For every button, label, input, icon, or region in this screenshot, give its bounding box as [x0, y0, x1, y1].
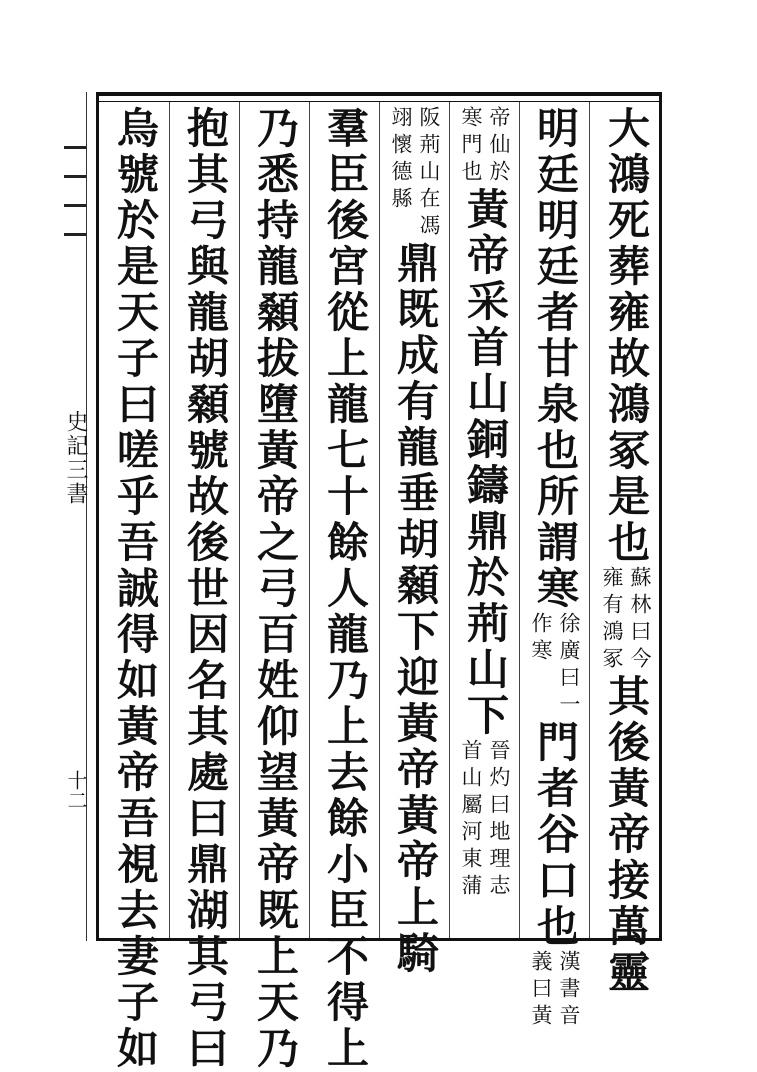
text-column [107, 106, 163, 1072]
commentary-line: 徐廣曰一 [557, 612, 581, 720]
margin-title: 史記三書 [63, 410, 88, 506]
commentary-note [458, 739, 512, 901]
text-column [598, 106, 654, 996]
text-column [247, 106, 303, 1072]
margin-page-number: 十二 [64, 770, 88, 810]
frame-top-rule [96, 92, 662, 102]
commentary-line: 首山屬河東蒲 [459, 739, 483, 901]
margin-mark [64, 204, 86, 207]
column-rule [309, 102, 310, 938]
commentary-line: 蘇林曰今 [628, 566, 652, 674]
main-text: 乃悉持龍顙拔墮黃帝之弓百姓仰望黃帝既上天乃 [251, 106, 300, 1072]
main-text: 鼎既成有龍垂胡顙下迎黃帝黃帝上騎 [391, 241, 440, 977]
main-text: 其後黃帝接萬靈 [602, 674, 651, 996]
margin-mark [64, 146, 86, 149]
text-column [177, 106, 233, 1072]
commentary-line: 帝仙於 [487, 106, 511, 187]
text-column [527, 106, 583, 1031]
column-rule [169, 102, 170, 938]
text-column [387, 106, 443, 977]
main-text: 烏號於是天子曰嗟乎吾誠得如黃帝吾視去妻子如 [111, 106, 160, 1072]
margin-mark [64, 175, 86, 178]
commentary-line: 寒門也 [459, 106, 483, 187]
commentary-line: 作寒 [529, 612, 553, 666]
commentary-note [458, 106, 512, 187]
margin-mark [64, 233, 86, 236]
text-column [457, 106, 513, 901]
main-text: 抱其弓與龍胡顙號故後世因名其處曰鼎湖其弓曰 [181, 106, 230, 1072]
commentary-line: 阪荊山在馮 [417, 106, 441, 241]
commentary-note [599, 566, 653, 674]
commentary-line: 義曰黃 [529, 950, 553, 1031]
commentary-line: 漢書音 [557, 950, 581, 1031]
commentary-line: 雍有鴻冢 [600, 566, 624, 674]
text-column [317, 106, 373, 1072]
column-rule [519, 102, 520, 938]
commentary-note [528, 950, 582, 1031]
fish-tail-marks [64, 120, 86, 262]
column-rule [589, 102, 590, 938]
fold-line [86, 92, 87, 941]
column-rule [379, 102, 380, 938]
column-rule [239, 102, 240, 938]
main-text: 羣臣後宮從上龍七十餘人龍乃上去餘小臣不得上 [321, 106, 370, 1072]
main-text: 大鴻死葬雍故鴻冢是也 [602, 106, 651, 566]
column-rule [449, 102, 450, 938]
main-text: 黃帝采首山銅鑄鼎於荊山下 [461, 187, 510, 739]
commentary-line: 翊懷德縣 [389, 106, 413, 214]
frame-right-rule [659, 92, 662, 941]
main-text: 門者谷口也 [531, 720, 580, 950]
frame-left-rule [96, 92, 99, 941]
commentary-line: 晉灼曰地理志 [487, 739, 511, 901]
main-text: 明廷明廷者甘泉也所謂寒 [531, 106, 580, 612]
commentary-note [388, 106, 442, 241]
commentary-note [528, 612, 582, 720]
